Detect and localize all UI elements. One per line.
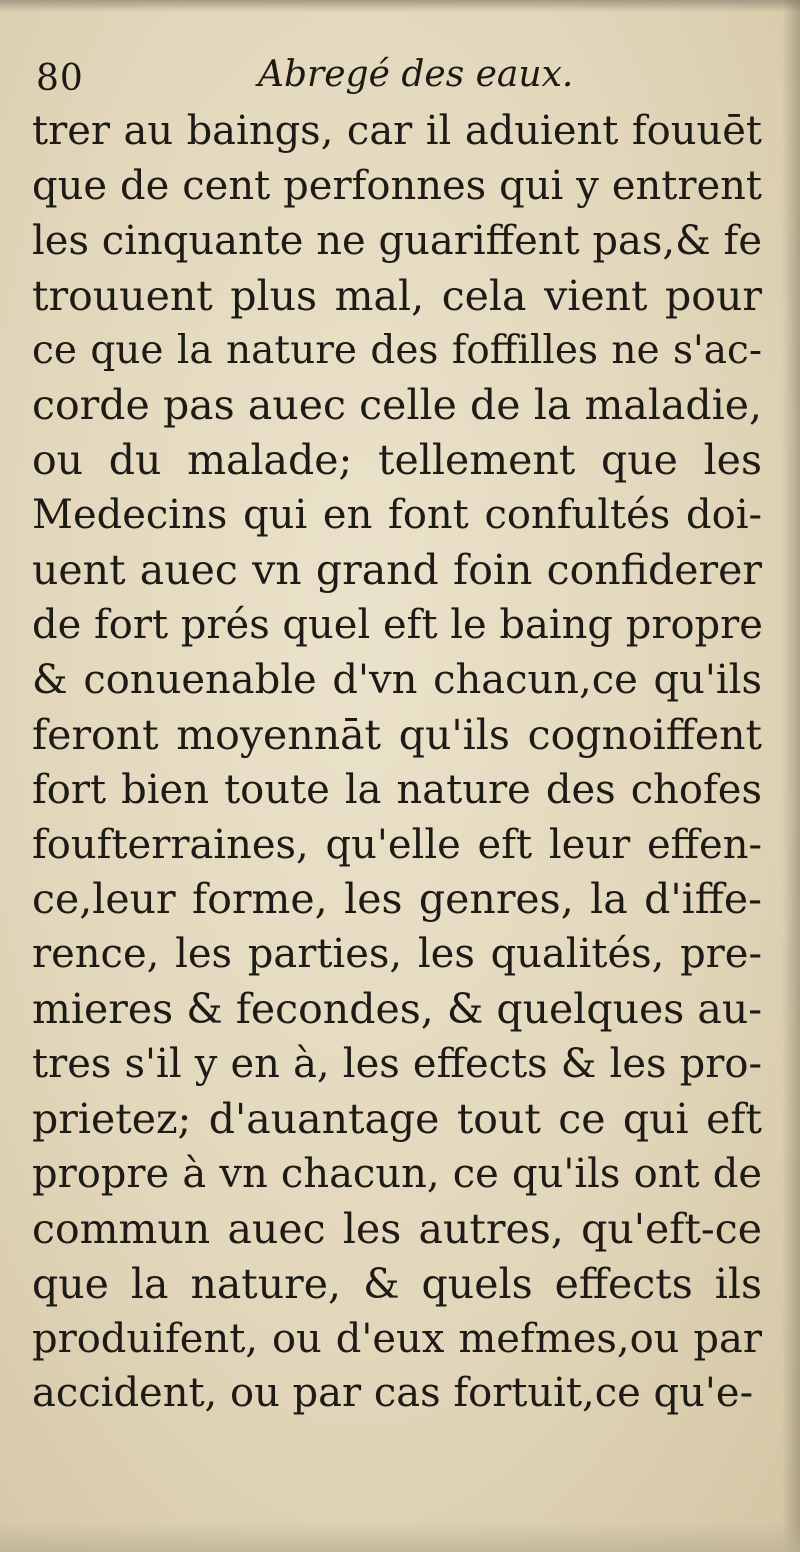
page-number: 80 [36, 58, 84, 99]
text-line: ou du malade; tellement que les [32, 436, 762, 485]
text-line: que la nature, & quels effects ils [32, 1259, 762, 1308]
page-right-shadow [782, 0, 800, 1552]
text-line: les cinquante ne guariffent pas,& fe [32, 217, 762, 264]
text-line: fort bien toute la nature des chofes [32, 766, 762, 813]
page-header [36, 54, 756, 104]
text-line: mieres & fecondes, & quelques au- [32, 985, 763, 1034]
page-bottom-edge [0, 1522, 800, 1552]
text-line: foufterraines, qu'elle eft leur effen- [32, 821, 762, 868]
text-line: Medecins qui en font confultés doi- [32, 492, 762, 539]
text-line: accident, ou par cas fortuit,ce qu'e- [32, 1370, 754, 1417]
running-title: Abregé des eaux. [258, 54, 574, 95]
text-line: tres s'il y en à, les effects & les pro- [32, 1041, 762, 1088]
text-line: corde pas auec celle de la maladie, [32, 381, 762, 430]
text-line: trer au baings, car il aduient fouuēt [32, 108, 762, 154]
text-line: ce,leur forme, les genres, la d'iffe- [32, 875, 762, 924]
text-line: propre à vn chacun, ce qu'ils ont de [32, 1150, 762, 1197]
text-line: produifent, ou d'eux mefmes,ou par [32, 1315, 762, 1362]
text-line: feront moyennāt qu'ils cognoiffent [32, 710, 762, 759]
text-line: ce que la nature des foffilles ne s'ac- [32, 327, 762, 373]
text-line: que de cent perfonnes qui y entrent [32, 162, 762, 209]
text-line: uent auec vn grand foin confiderer [32, 546, 762, 595]
page-top-shadow [0, 0, 800, 12]
text-line: rence, les parties, les qualités, pre- [32, 931, 762, 978]
text-line: trouuent plus mal, cela vient pour [32, 271, 762, 320]
text-line: de fort prés quel eft le baing propre [32, 602, 763, 649]
body-text [32, 104, 762, 1421]
text-line: commun auec les autres, qu'eft-ce [32, 1204, 762, 1253]
text-line: prietez; d'auantage tout ce qui eft [32, 1095, 762, 1144]
text-line: & conuenable d'vn chacun,ce qu'ils [32, 656, 762, 703]
